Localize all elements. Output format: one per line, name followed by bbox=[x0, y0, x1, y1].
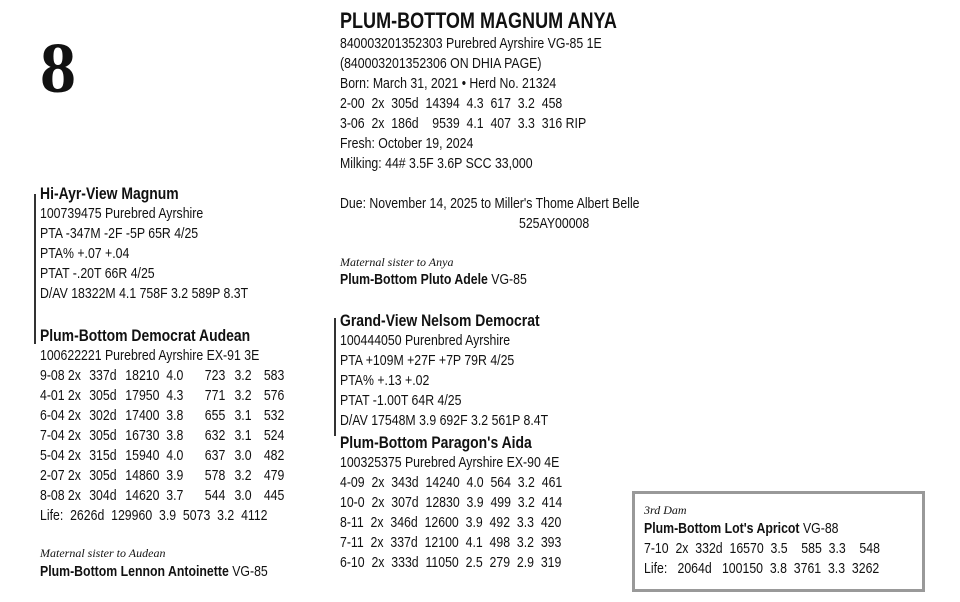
dam-record-cell: 479 bbox=[263, 467, 285, 484]
dam-record-cell: 17400 bbox=[125, 407, 160, 424]
dam-record-cell: 578 bbox=[204, 467, 226, 484]
dam-record-cell: 2x bbox=[67, 427, 81, 444]
third-dam-life: Life: 2064d 100150 3.8 3761 3.3 3262 bbox=[644, 560, 880, 577]
anya-sister-name: Plum-Bottom Pluto Adele bbox=[340, 271, 488, 288]
dam-record-cell: 632 bbox=[204, 427, 226, 444]
dam-record-cell: 723 bbox=[204, 367, 226, 384]
maternal-grandsire-pta-percent: PTA% +.13 +.02 bbox=[340, 372, 430, 389]
dam-sister-label: Maternal sister to Audean bbox=[40, 546, 166, 560]
pedigree-bracket-left bbox=[34, 194, 36, 344]
dam-block bbox=[40, 326, 284, 526]
maternal-grandsire-block bbox=[340, 311, 548, 431]
dam-record-cell: 637 bbox=[204, 447, 226, 464]
animal-block bbox=[340, 8, 617, 174]
dam-record-cell: 2x bbox=[67, 447, 81, 464]
dam-life: Life: 2626d 129960 3.9 5073 3.2 4112 bbox=[40, 507, 268, 524]
due-block bbox=[340, 194, 640, 214]
granddam-block bbox=[340, 433, 562, 573]
animal-dhia-id: (840003201352306 ON DHIA PAGE) bbox=[340, 55, 542, 72]
dam-record bbox=[40, 426, 284, 446]
dam-record-cell: 7-04 bbox=[40, 427, 65, 444]
dam-record-cell: 6-04 bbox=[40, 407, 65, 424]
dam-record-cell: 337d bbox=[89, 367, 117, 384]
dam-record bbox=[40, 406, 284, 426]
granddam-record: 10-0 2x 307d 12830 3.9 499 3.2 414 bbox=[340, 494, 563, 511]
dam-record-cell: 3.1 bbox=[234, 427, 252, 444]
animal-fresh: Fresh: October 19, 2024 bbox=[340, 135, 474, 152]
dam-record-cell: 17950 bbox=[125, 387, 160, 404]
dam-record-cell: 302d bbox=[89, 407, 117, 424]
third-dam-block bbox=[644, 519, 880, 579]
dam-record-cell: 15940 bbox=[125, 447, 160, 464]
sire-block bbox=[40, 184, 248, 304]
dam-record-cell: 532 bbox=[263, 407, 285, 424]
dam-record-cell: 2x bbox=[67, 387, 81, 404]
dam-record-cell: 544 bbox=[204, 487, 226, 504]
anya-sister-block bbox=[340, 270, 527, 290]
anya-sister-label: Maternal sister to Anya bbox=[340, 255, 454, 269]
maternal-grandsire-name: Grand-View Nelsom Democrat bbox=[340, 311, 540, 330]
dam-record bbox=[40, 386, 284, 406]
sire-pta: PTA -347M -2F -5P 65R 4/25 bbox=[40, 225, 199, 242]
dam-record-cell: 3.0 bbox=[234, 487, 252, 504]
dam-record bbox=[40, 466, 284, 486]
dam-record-cell: 583 bbox=[263, 367, 285, 384]
granddam-record: 4-09 2x 343d 14240 4.0 564 3.2 461 bbox=[340, 474, 563, 491]
dam-record-cell: 4-01 bbox=[40, 387, 65, 404]
dam-record-cell: 16730 bbox=[125, 427, 160, 444]
dam-sister-score: VG-85 bbox=[228, 563, 268, 580]
dam-record-cell: 2-07 bbox=[40, 467, 65, 484]
dam-record-cell: 576 bbox=[263, 387, 285, 404]
dam-record-cell: 315d bbox=[89, 447, 117, 464]
pedigree-bracket-middle bbox=[334, 318, 336, 436]
dam-record-cell: 14620 bbox=[125, 487, 160, 504]
anya-sister-score: VG-85 bbox=[487, 271, 527, 288]
dam-record-cell: 771 bbox=[204, 387, 226, 404]
granddam-registration: 100325375 Purebred Ayrshire EX-90 4E bbox=[340, 454, 560, 471]
dam-record-cell: 2x bbox=[67, 467, 81, 484]
dam-record-cell: 305d bbox=[89, 387, 117, 404]
granddam-record: 7-11 2x 337d 12100 4.1 498 3.2 393 bbox=[340, 534, 562, 551]
dam-record bbox=[40, 486, 284, 506]
dam-record bbox=[40, 366, 284, 386]
dam-record-cell: 3.2 bbox=[234, 367, 252, 384]
dam-record-cell: 3.2 bbox=[234, 467, 252, 484]
dam-record-cell: 3.0 bbox=[234, 447, 252, 464]
granddam-record: 6-10 2x 333d 11050 2.5 279 2.9 319 bbox=[340, 554, 562, 571]
maternal-grandsire-dav: D/AV 17548M 3.9 692F 3.2 561P 8.4T bbox=[340, 412, 549, 429]
third-dam-record: 7-10 2x 332d 16570 3.5 585 3.3 548 bbox=[644, 540, 880, 557]
maternal-grandsire-ptat: PTAT -1.00T 64R 4/25 bbox=[340, 392, 462, 409]
animal-due-code: 525AY00008 bbox=[519, 215, 590, 232]
dam-record bbox=[40, 446, 284, 466]
animal-due: Due: November 14, 2025 to Miller's Thome Albert Belle bbox=[340, 195, 640, 212]
lot-number: 8 bbox=[40, 28, 76, 108]
dam-record-cell: 9-08 bbox=[40, 367, 65, 384]
dam-record-cell: 3.1 bbox=[234, 407, 252, 424]
dam-record-cell: 8-08 bbox=[40, 487, 65, 504]
maternal-grandsire-pta: PTA +109M +27F +7P 79R 4/25 bbox=[340, 352, 515, 369]
dam-record-cell: 2x bbox=[67, 487, 81, 504]
animal-record: 3-06 2x 186d 9539 4.1 407 3.3 316 RIP bbox=[340, 115, 587, 132]
dam-record-cell: 655 bbox=[204, 407, 226, 424]
sire-registration: 100739475 Purebred Ayrshire bbox=[40, 205, 204, 222]
animal-born: Born: March 31, 2021 • Herd No. 21324 bbox=[340, 75, 557, 92]
dam-record-cell: 524 bbox=[263, 427, 285, 444]
dam-record-cell: 3.2 bbox=[234, 387, 252, 404]
dam-record-cell: 2x bbox=[67, 367, 81, 384]
dam-record-cell: 305d bbox=[89, 467, 117, 484]
third-dam-label: 3rd Dam bbox=[644, 503, 687, 517]
dam-record-cell: 2x bbox=[67, 407, 81, 424]
dam-record-cell: 305d bbox=[89, 427, 117, 444]
maternal-grandsire-registration: 100444050 Purenbred Ayrshire bbox=[340, 332, 511, 349]
dam-sister-block bbox=[40, 562, 268, 582]
dam-record-cell: 304d bbox=[89, 487, 117, 504]
dam-record-cell: 4.0 bbox=[166, 367, 184, 384]
dam-sister-name: Plum-Bottom Lennon Antoinette bbox=[40, 563, 229, 580]
granddam-record: 8-11 2x 346d 12600 3.9 492 3.3 420 bbox=[340, 514, 562, 531]
sire-pta-percent: PTA% +.07 +.04 bbox=[40, 245, 130, 262]
dam-record-cell: 3.7 bbox=[166, 487, 184, 504]
animal-record: 2-00 2x 305d 14394 4.3 617 3.2 458 bbox=[340, 95, 563, 112]
third-dam-name: Plum-Bottom Lot's Apricot bbox=[644, 520, 800, 537]
dam-record-cell: 445 bbox=[263, 487, 285, 504]
due-code-block bbox=[519, 214, 589, 234]
dam-record-cell: 482 bbox=[263, 447, 285, 464]
sire-ptat: PTAT -.20T 66R 4/25 bbox=[40, 265, 155, 282]
dam-records bbox=[40, 366, 284, 506]
dam-record-cell: 3.8 bbox=[166, 407, 184, 424]
animal-name: PLUM-BOTTOM MAGNUM ANYA bbox=[340, 8, 617, 33]
granddam-name: Plum-Bottom Paragon's Aida bbox=[340, 433, 532, 452]
dam-record-cell: 3.8 bbox=[166, 427, 184, 444]
dam-record-cell: 4.3 bbox=[166, 387, 184, 404]
animal-registration: 840003201352303 Purebred Ayrshire VG-85 1E bbox=[340, 35, 602, 52]
dam-record-cell: 3.9 bbox=[166, 467, 184, 484]
animal-milking: Milking: 44# 3.5F 3.6P SCC 33,000 bbox=[340, 155, 533, 172]
dam-record-cell: 4.0 bbox=[166, 447, 184, 464]
dam-record-cell: 5-04 bbox=[40, 447, 65, 464]
third-dam-score: VG-88 bbox=[799, 520, 839, 537]
sire-name: Hi-Ayr-View Magnum bbox=[40, 184, 179, 203]
dam-record-cell: 14860 bbox=[125, 467, 160, 484]
dam-registration: 100622221 Purebred Ayrshire EX-91 3E bbox=[40, 347, 260, 364]
dam-record-cell: 18210 bbox=[125, 367, 160, 384]
sire-dav: D/AV 18322M 4.1 758F 3.2 589P 8.3T bbox=[40, 285, 249, 302]
dam-name: Plum-Bottom Democrat Audean bbox=[40, 326, 251, 345]
